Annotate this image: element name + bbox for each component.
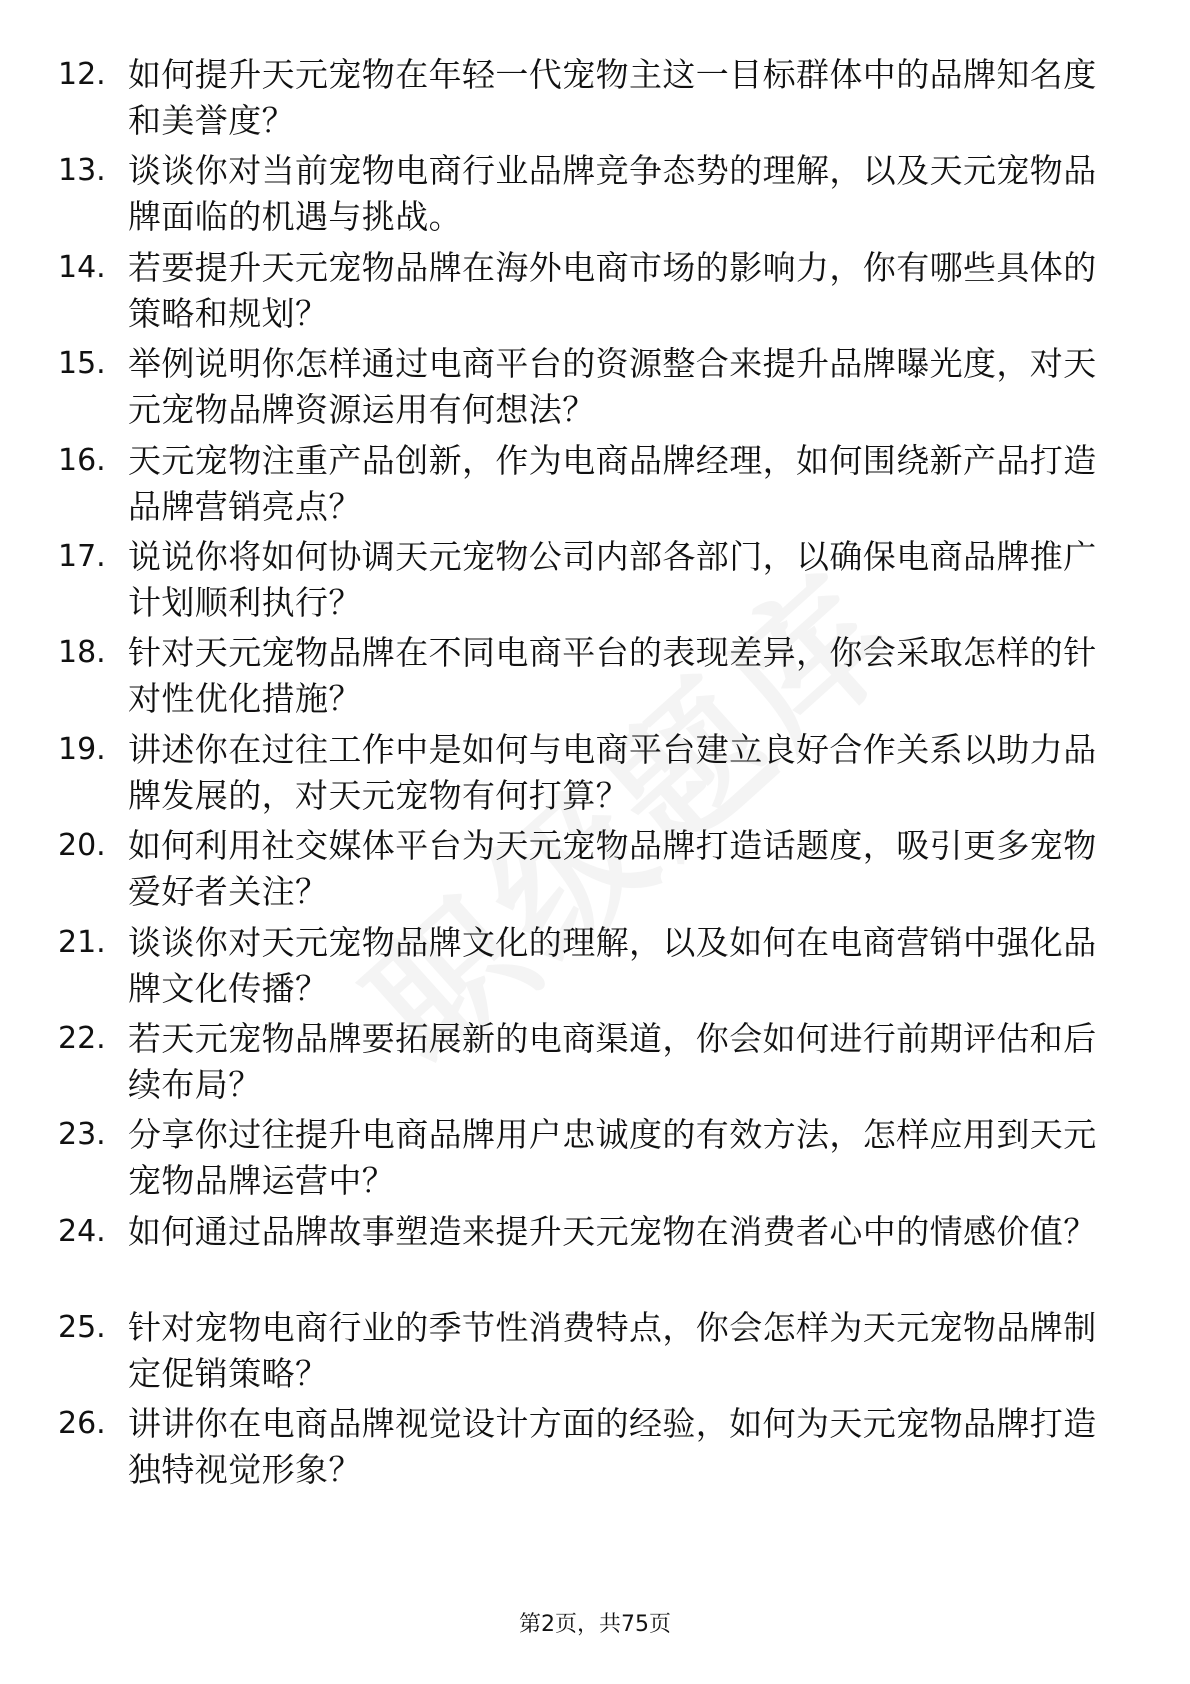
- question-item: [0, 811, 1190, 912]
- question-item: [0, 233, 1190, 333]
- question-text: 针对宠物电商行业的季节性消费特点，你会怎样为天元宠物品牌制定促销策略？: [128, 1308, 1097, 1394]
- question-text: 说说你将如何协调天元宠物公司内部各部门，以确保电商品牌推广计划顺利执行？: [128, 536, 1097, 622]
- question-item: [0, 1197, 1190, 1293]
- question-text: 若天元宠物品牌要拓展新的电商渠道，你会如何进行前期评估和后续布局？: [128, 1018, 1097, 1104]
- question-text: 天元宠物注重产品创新，作为电商品牌经理，如何围绕新产品打造品牌营销亮点？: [128, 440, 1097, 526]
- question-text: 举例说明你怎样通过电商平台的资源整合来提升品牌曝光度，对天元宠物品牌资源运用有何想法？: [128, 344, 1097, 430]
- question-text: 如何利用社交媒体平台为天元宠物品牌打造话题度，吸引更多宠物爱好者关注？: [128, 826, 1097, 912]
- question-text: 如何提升天元宠物在年轻一代宠物主这一目标群体中的品牌知名度和美誉度？: [128, 55, 1097, 140]
- question-item: [0, 908, 1190, 1008]
- question-number: 19.: [58, 731, 106, 767]
- question-item: [0, 40, 1190, 140]
- question-number: 17.: [58, 538, 106, 574]
- question-item: [0, 1100, 1190, 1201]
- question-number: 15.: [58, 346, 106, 382]
- question-text: 讲讲你在电商品牌视觉设计方面的经验，如何为天元宠物品牌打造独特视觉形象？: [128, 1404, 1097, 1490]
- question-text: 若要提升天元宠物品牌在海外电商市场的影响力，你有哪些具体的策略和规划？: [128, 247, 1097, 333]
- question-number: 12.: [58, 57, 106, 92]
- question-number: 13.: [58, 153, 106, 189]
- question-number: 14.: [58, 249, 106, 285]
- question-text: 如何通过品牌故事塑造来提升天元宠物在消费者心中的情感价值？: [128, 1211, 1097, 1251]
- question-text: 分享你过往提升电商品牌用户忠诚度的有效方法，怎样应用到天元宠物品牌运营中？: [128, 1115, 1097, 1201]
- question-number: 24.: [58, 1213, 106, 1249]
- question-list: [0, 40, 1190, 1490]
- page-footer: 第2页，共75页: [519, 1612, 671, 1637]
- question-number: 22.: [58, 1020, 106, 1056]
- question-text: 讲述你在过往工作中是如何与电商平台建立良好合作关系以助力品牌发展的，对天元宠物有何打算？: [128, 729, 1097, 815]
- question-number: 25.: [58, 1310, 106, 1346]
- question-item: [0, 1293, 1190, 1394]
- question-text: 谈谈你对天元宠物品牌文化的理解，以及如何在电商营销中强化品牌文化传播？: [128, 922, 1097, 1008]
- question-item: [0, 426, 1190, 526]
- question-text: 谈谈你对当前宠物电商行业品牌竞争态势的理解，以及天元宠物品牌面临的机遇与挑战。: [128, 151, 1097, 237]
- question-item: [0, 522, 1190, 622]
- question-number: 18.: [58, 635, 106, 671]
- question-number: 16.: [58, 442, 106, 478]
- question-item: [0, 329, 1190, 430]
- question-item: [0, 136, 1190, 237]
- question-item: [0, 1004, 1190, 1104]
- question-item: [0, 618, 1190, 719]
- question-number: 23.: [58, 1117, 106, 1153]
- question-number: 26.: [58, 1406, 106, 1442]
- question-text: 针对天元宠物品牌在不同电商平台的表现差异，你会采取怎样的针对性优化措施？: [128, 633, 1097, 719]
- question-number: 21.: [58, 924, 106, 960]
- question-item: [0, 1389, 1190, 1490]
- question-number: 20.: [58, 828, 106, 864]
- question-item: [0, 715, 1190, 815]
